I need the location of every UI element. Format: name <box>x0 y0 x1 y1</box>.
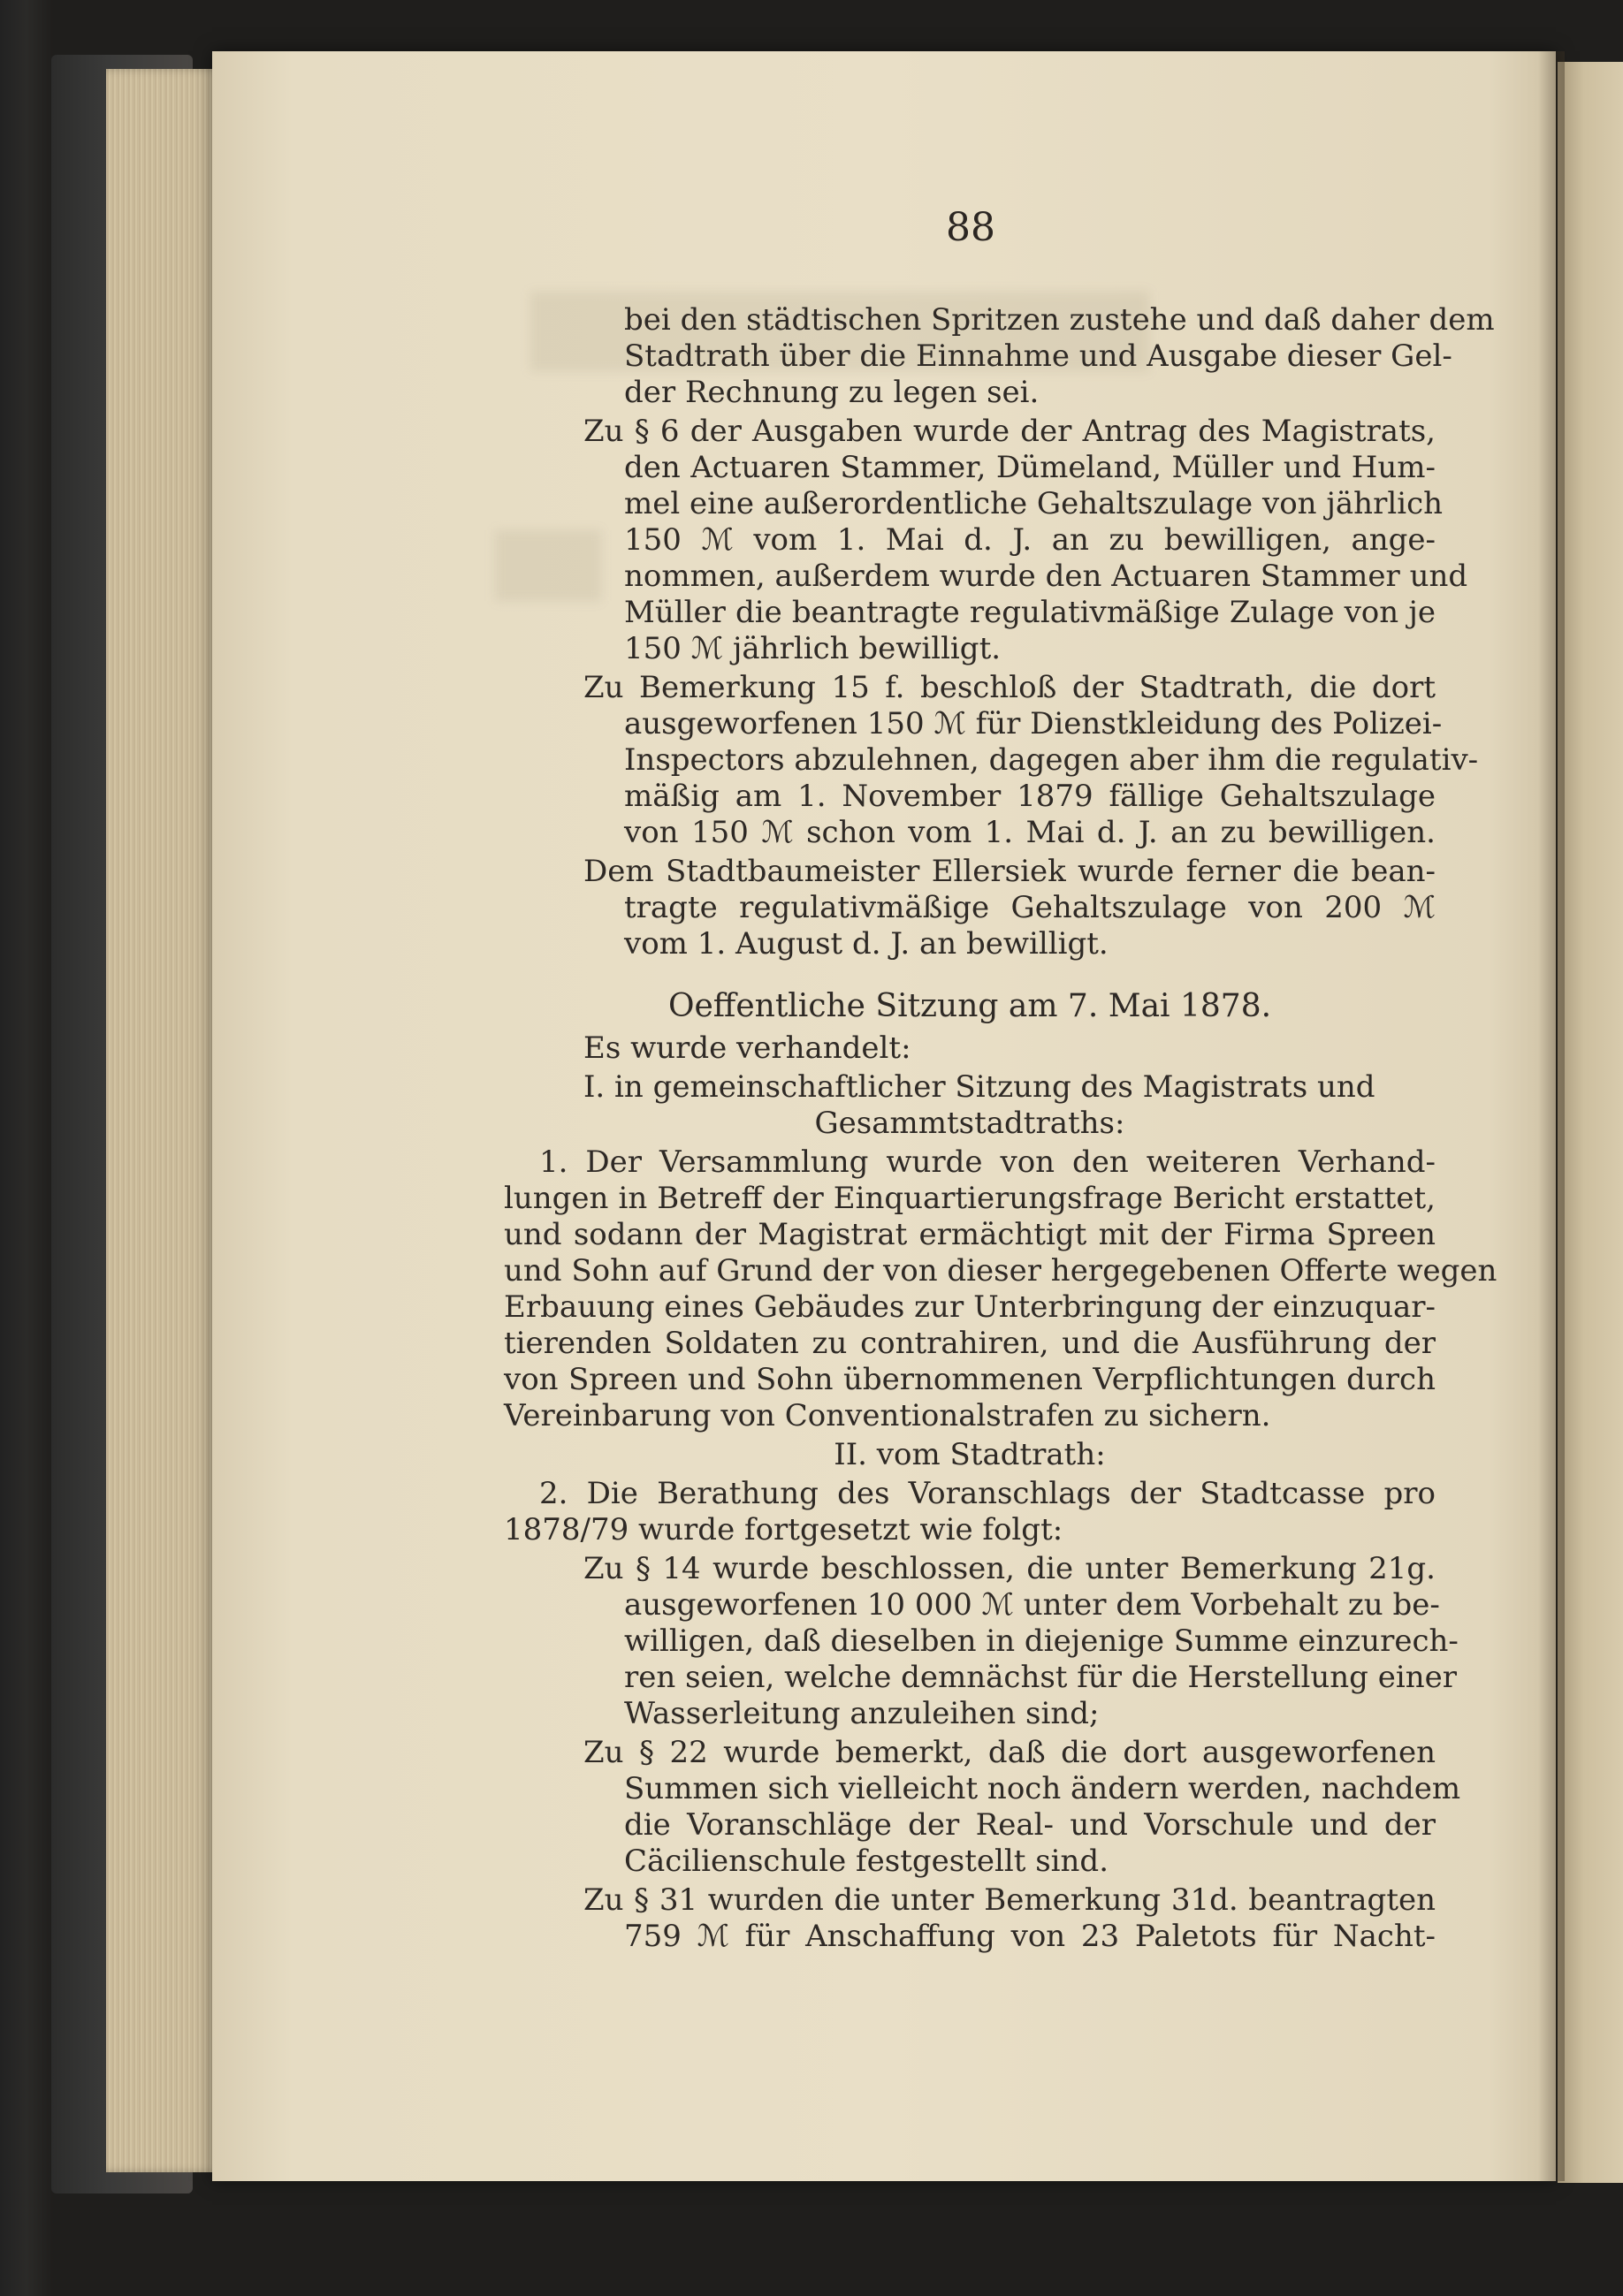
text-line: 2. Die Berathung des Voranschlags der Stadtcasse pro <box>539 1476 1436 1511</box>
text-line: 759 ℳ für Anschaffung von 23 Paletots für Nacht- <box>624 1919 1436 1954</box>
text-line: 1. Der Versammlung wurde von den weiteren Verhand- <box>539 1144 1436 1180</box>
text-line: Zu § 22 wurde bemerkt, daß die dort ausgeworfenen <box>583 1735 1436 1770</box>
text-line: Erbauung eines Gebäudes zur Unterbringung der einzuquar- <box>504 1289 1436 1325</box>
text-line: Zu § 31 wurden die unter Bemerkung 31d. beantragten <box>583 1882 1436 1918</box>
text-line: Gesammtstadtraths: <box>814 1106 1125 1141</box>
text-line: I. in gemeinschaftlicher Sitzung des Magistrats und <box>583 1069 1375 1105</box>
text-line: tragte regulativmäßige Gehaltszulage von 200 ℳ <box>624 890 1436 925</box>
text-line: tierenden Soldaten zu contrahiren, und die Ausführung der <box>504 1326 1436 1361</box>
text-line: bei den städtischen Spritzen zustehe und daß daher dem <box>624 302 1495 338</box>
text-line: lungen in Betreff der Einquartierungsfrage Bericht erstattet, <box>504 1181 1436 1216</box>
text-line: ausgeworfenen 10 000 ℳ unter dem Vorbehalt zu be- <box>624 1587 1440 1623</box>
show-through-mark <box>495 530 601 601</box>
text-line: von Spreen und Sohn übernommenen Verpflichtungen durch <box>504 1362 1436 1397</box>
section-subheading: II. vom Stadtrath: <box>834 1437 1106 1472</box>
text-line: ren seien, welche demnächst für die Herstellung einer <box>624 1660 1458 1695</box>
section-heading: Oeffentliche Sitzung am 7. Mai 1878. <box>667 988 1272 1024</box>
text-line: mel eine außerordentliche Gehaltszulage von jährlich <box>624 486 1444 521</box>
text-line: Zu Bemerkung 15 f. beschloß der Stadtrath, die dort <box>583 670 1436 705</box>
text-line: den Actuaren Stammer, Dümeland, Müller und Hum- <box>624 450 1436 485</box>
text-line: 1878/79 wurde fortgesetzt wie folgt: <box>504 1512 1063 1547</box>
text-line: mäßig am 1. November 1879 fällige Gehaltszulage <box>624 779 1436 814</box>
text-line: die Voranschläge der Real- und Vorschule und der <box>624 1807 1436 1843</box>
facing-page-edge <box>1558 62 1623 2183</box>
text-line: 150 ℳ jährlich bewilligt. <box>624 631 1002 666</box>
text-line: der Rechnung zu legen sei. <box>624 375 1040 410</box>
text-line: Zu § 14 wurde beschlossen, die unter Bemerkung 21g. <box>583 1551 1436 1586</box>
text-line: Stadtrath über die Einnahme und Ausgabe dieser Gel- <box>624 338 1452 374</box>
text-line: Summen sich vielleicht noch ändern werden, nachdem <box>624 1771 1461 1806</box>
text-line: Cäcilienschule festgestellt sind. <box>624 1844 1109 1879</box>
text-line: Wasserleitung anzuleihen sind; <box>624 1696 1100 1731</box>
page-edges <box>106 69 230 2172</box>
text-line: vom 1. August d. J. an bewilligt. <box>624 926 1109 962</box>
text-line: Müller die beantragte regulativmäßige Zulage von je <box>624 595 1436 630</box>
text-line: 150 ℳ vom 1. Mai d. J. an zu bewilligen, ange- <box>624 522 1436 558</box>
text-line: Inspectors abzulehnen, dagegen aber ihm die regulativ- <box>624 742 1479 778</box>
text-line: ausgeworfenen 150 ℳ für Dienstkleidung des Polizei- <box>624 706 1443 741</box>
text-line: von 150 ℳ schon vom 1. Mai d. J. an zu bewilligen. <box>624 815 1436 850</box>
text-line: Dem Stadtbaumeister Ellersiek wurde ferner die bean- <box>583 854 1436 889</box>
text-line: Es wurde verhandelt: <box>583 1030 911 1066</box>
text-line: Zu § 6 der Ausgaben wurde der Antrag des Magistrats, <box>583 414 1436 449</box>
page-gutter-shadow <box>1538 51 1565 2181</box>
text-line: und sodann der Magistrat ermächtigt mit der Firma Spreen <box>504 1217 1436 1252</box>
text-line: und Sohn auf Grund der von dieser hergegebenen Offerte wegen <box>504 1253 1497 1289</box>
text-line: nommen, außerdem wurde den Actuaren Stammer und <box>624 559 1468 594</box>
page-number: 88 <box>946 205 995 250</box>
text-line: willigen, daß dieselben in diejenige Summe einzurech- <box>624 1623 1459 1659</box>
text-line: Vereinbarung von Conventionalstrafen zu sichern. <box>504 1398 1271 1433</box>
